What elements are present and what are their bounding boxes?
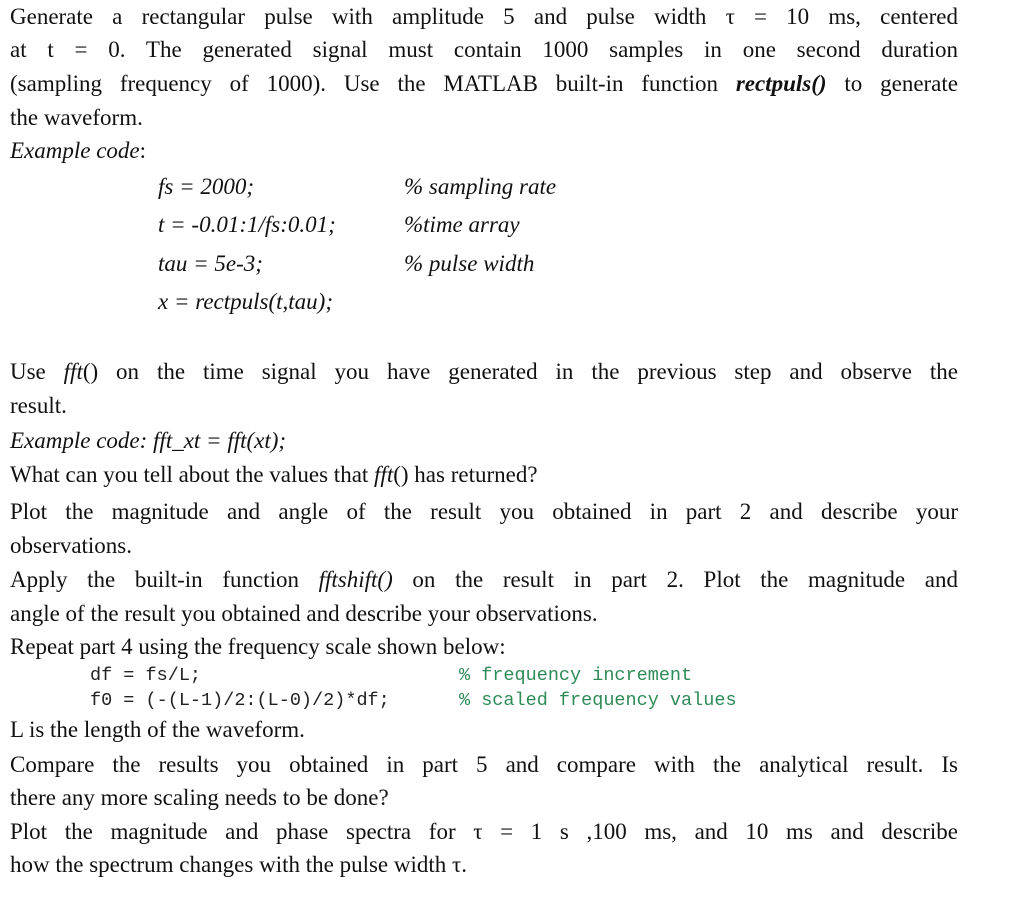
rectpuls-function-name: rectpuls() — [735, 71, 827, 96]
intro-line-2: at t = 0. The generated signal must contain 1000 samples in one second duration — [10, 37, 958, 62]
comment-sampling-rate: % sampling rate — [404, 174, 557, 199]
code-rectpuls: x = rectpuls(t,tau); — [158, 289, 333, 314]
intro-line-4: the waveform. — [10, 105, 143, 130]
matlab-comment-scaled-frequency: % scaled frequency values — [459, 690, 737, 711]
part7-line-1: Plot the magnitude and phase spectra for τ = 1 s ,100 ms, and 10 ms and describe — [10, 819, 958, 844]
intro-line-3-text-b: to generate — [826, 71, 958, 96]
part3-line-1: Plot the magnitude and angle of the result you obtained in part 2 and describe your — [10, 499, 958, 524]
fft-function-name: fft — [63, 359, 83, 384]
part2-text-a: Use — [10, 359, 64, 384]
code-fs: fs = 2000; — [158, 174, 255, 199]
part6-line-1: Compare the results you obtained in part 5 and compare with the analytical result. Is — [10, 752, 958, 777]
part2-line-1 — [10, 355, 958, 389]
matlab-code-df: df = fs/L; — [90, 665, 202, 686]
part2-line-2: result. — [10, 393, 67, 418]
part7-line-2: how the spectrum changes with the pulse width τ. — [10, 852, 468, 877]
code-tau: tau = 5e-3; — [158, 251, 263, 276]
part5-note: L is the length of the waveform. — [10, 717, 305, 742]
part2-text-b: () on the time signal you have generated in the previous step and observe the — [82, 359, 958, 384]
comment-time-array: %time array — [404, 212, 520, 237]
part2-question — [10, 458, 538, 492]
part4-line-2: angle of the result you obtained and describe your observations. — [10, 601, 598, 626]
part4-text-a: Apply the built-in function — [10, 567, 319, 592]
part4-text-b: on the result in part 2. Plot the magnitude and — [392, 567, 959, 592]
part2-question-b: () has returned? — [393, 462, 538, 487]
part2-question-a: What can you tell about the values that — [10, 462, 375, 487]
example-code-heading — [10, 134, 146, 168]
comment-pulse-width: % pulse width — [404, 251, 535, 276]
intro-line-3 — [10, 67, 958, 101]
fftshift-function-name: fftshift() — [318, 567, 393, 592]
part4-line-1 — [10, 563, 958, 597]
part5-line-1: Repeat part 4 using the frequency scale shown below: — [10, 634, 506, 659]
intro-line-3-text-a: (sampling frequency of 1000). Use the MATLAB built-in function — [10, 71, 736, 96]
matlab-code-f0: f0 = (-(L-1)/2:(L-0)/2)*df; — [90, 690, 390, 711]
intro-line-1: Generate a rectangular pulse with amplitude 5 and pulse width τ = 10 ms, centered — [10, 4, 958, 29]
fft-function-name-2: fft — [374, 462, 394, 487]
part2-example-code: Example code: fft_xt = fft(xt); — [10, 428, 287, 453]
matlab-comment-frequency-increment: % frequency increment — [459, 665, 693, 686]
part6-line-2: there any more scaling needs to be done? — [10, 785, 389, 810]
code-time-array: t = -0.01:1/fs:0.01; — [158, 212, 336, 237]
part3-line-2: observations. — [10, 533, 133, 558]
example-code-label: Example code — [10, 138, 140, 163]
example-code-colon: : — [139, 138, 147, 163]
